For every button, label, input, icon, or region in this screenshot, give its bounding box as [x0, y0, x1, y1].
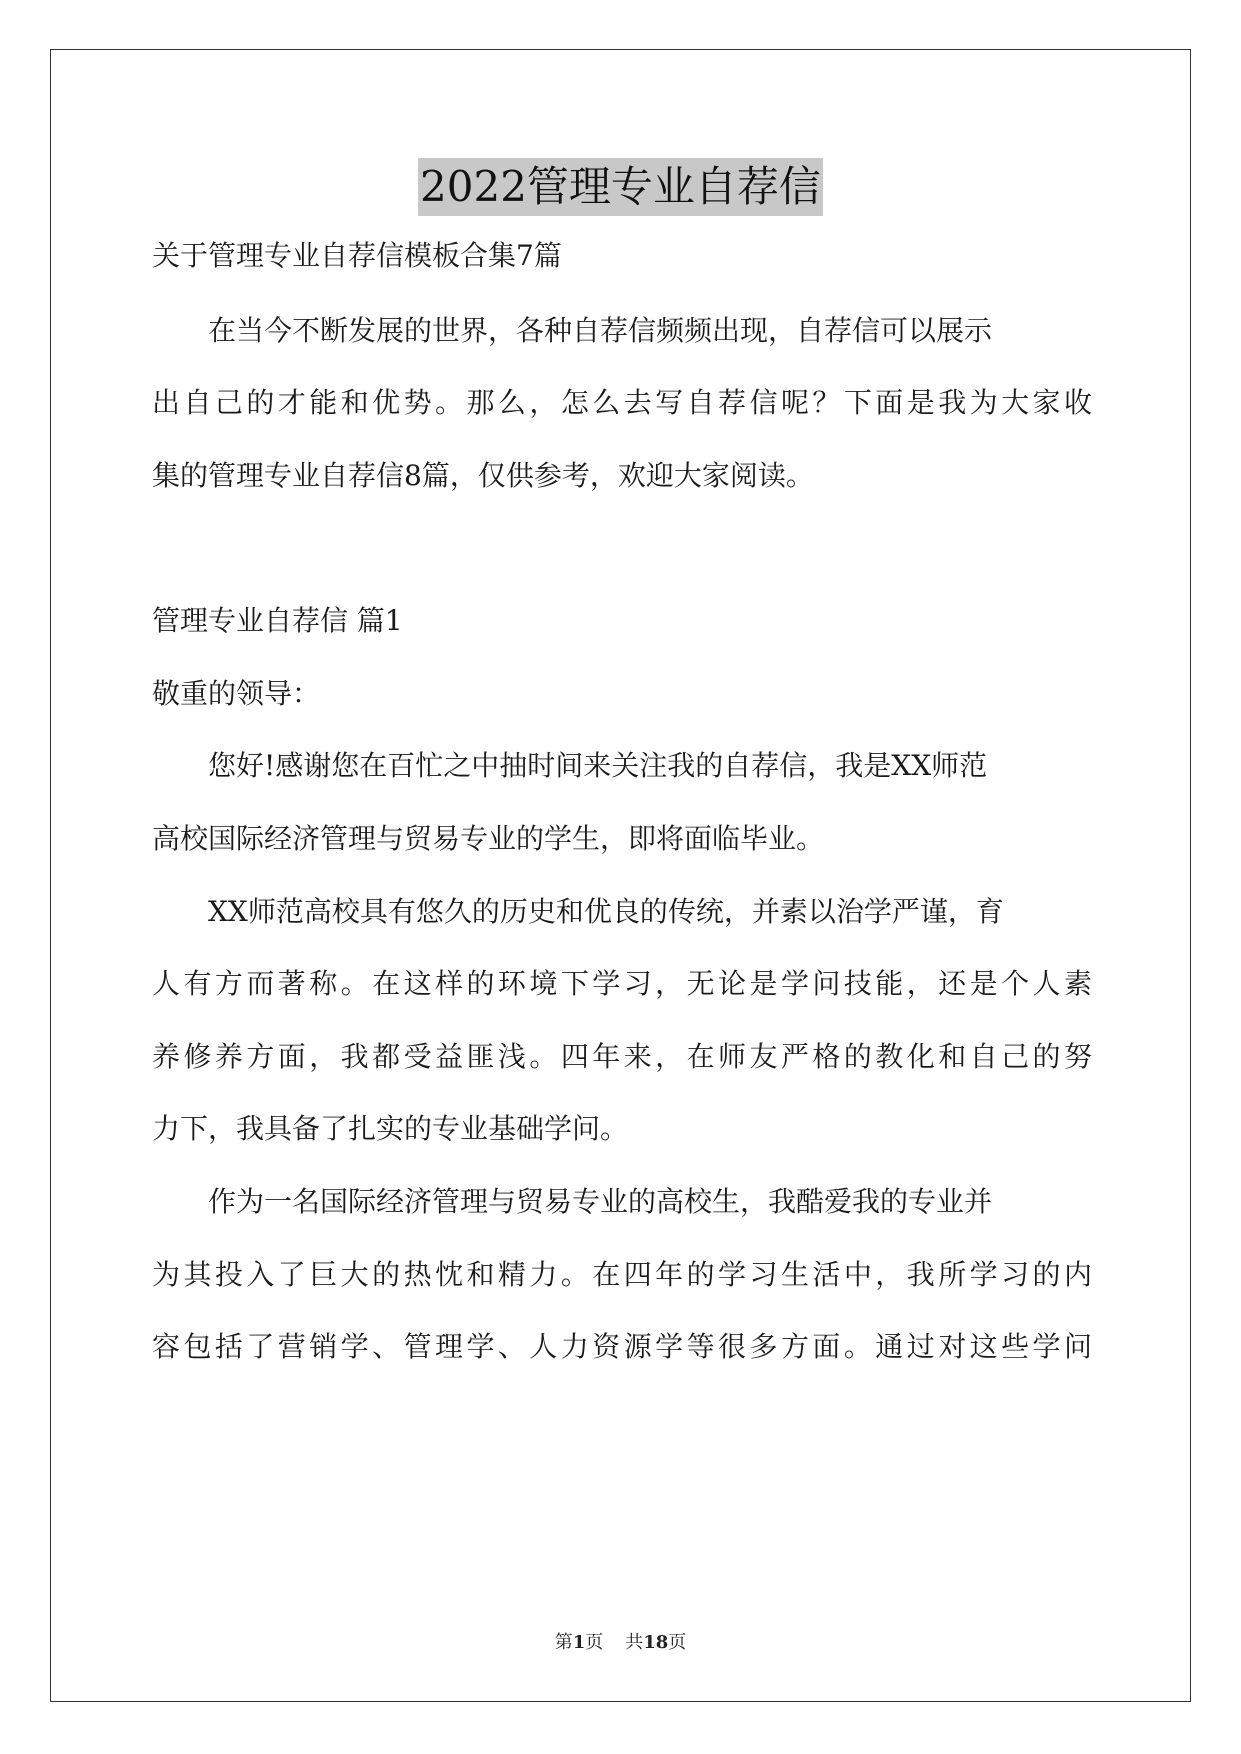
paragraph-line: 您好!感谢您在百忙之中抽时间来关注我的自荐信，我是XX师范: [208, 749, 988, 782]
paragraph-line: 作为一名国际经济管理与贸易专业的高校生，我酷爱我的专业并: [208, 1185, 993, 1218]
paragraph-line: 养修养方面，我都受益匪浅。四年来，在师友严格的教化和自己的努: [152, 1040, 1092, 1073]
page-number: 1: [572, 1632, 586, 1653]
paragraph-line: XX师范高校具有悠久的历史和优良的传统，并素以治学严谨，育: [208, 895, 1004, 928]
page-unit: 页: [585, 1632, 604, 1653]
paragraph-line: 集的管理专业自荐信8篇，仅供参考，欢迎大家阅读。: [152, 459, 814, 492]
title-container: [0, 158, 1241, 216]
paragraph-line: 人有方而著称。在这样的环境下学习，无论是学问技能，还是个人素: [152, 967, 1092, 1000]
page-footer: [0, 1631, 1241, 1655]
paragraph-line: 为其投入了巨大的热忱和精力。在四年的学习生活中，我所学习的内: [152, 1258, 1092, 1291]
paragraph-line: 出自己的才能和优势。那么，怎么去写自荐信呢？下面是我为大家收: [152, 386, 1092, 419]
section-heading: 管理专业自荐信 篇1: [152, 604, 403, 637]
page-total: 18: [643, 1632, 669, 1653]
document-subtitle: 关于管理专业自荐信模板合集7篇: [152, 239, 562, 272]
salutation: 敬重的领导：: [152, 677, 321, 710]
page-border: [50, 49, 1191, 1702]
total-unit: 页: [668, 1632, 687, 1653]
paragraph-line: 在当今不断发展的世界，各种自荐信频频出现，自荐信可以展示: [208, 314, 993, 347]
page-prefix: 第: [554, 1632, 573, 1653]
paragraph-line: 力下，我具备了扎实的专业基础学问。: [152, 1112, 629, 1145]
paragraph-line: 容包括了营销学、管理学、人力资源学等很多方面。通过对这些学问: [152, 1330, 1092, 1363]
paragraph-line: 高校国际经济管理与贸易专业的学生，即将面临毕业。: [152, 822, 825, 855]
document-title: 2022管理专业自荐信: [418, 158, 823, 216]
total-prefix: 共: [625, 1632, 644, 1653]
